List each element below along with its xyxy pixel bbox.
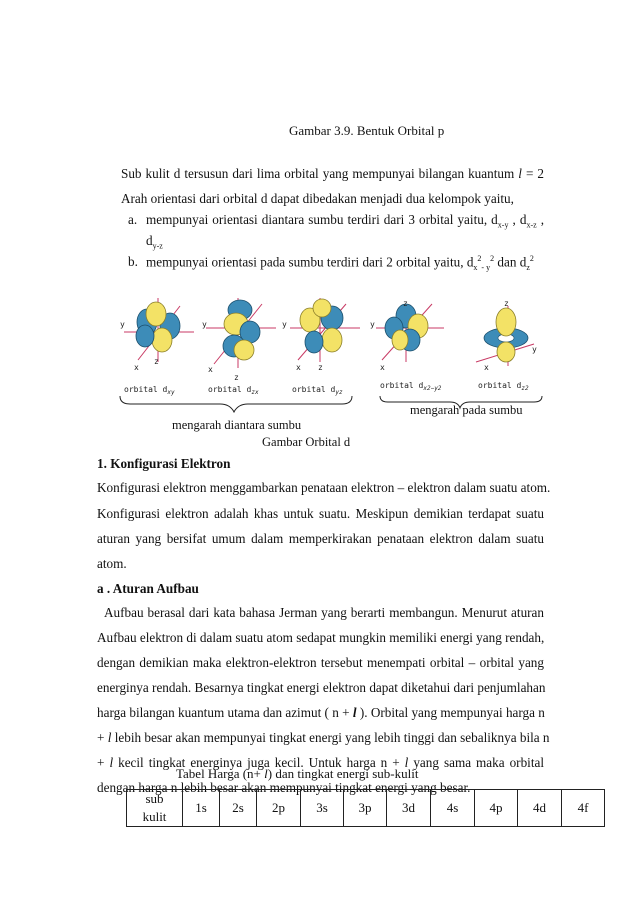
axis-label-y-1: y bbox=[120, 320, 125, 329]
orbital-label-dyz: orbital $d_{yz}$ bbox=[292, 385, 343, 396]
axis-label-y-2: y bbox=[202, 320, 207, 329]
aufbau-line-6: + l lebih besar akan mempunyai tingkat energi yang lebih tinggi dan sebaliknya bila n bbox=[97, 730, 550, 745]
axis-label-x-2: x bbox=[208, 365, 213, 374]
list-item-b-text: mempunyai orientasi pada sumbu terdiri dari 2 orbital yaitu, d bbox=[146, 254, 474, 270]
aufbau-line-4: energinya rendah. Besarnya tingkat energi elektron dapat diketahui dari penjumlahan bbox=[97, 680, 546, 695]
dx2-sub: x bbox=[473, 263, 478, 273]
axis-label-z-4: z bbox=[403, 299, 408, 308]
section1-line-3: aturan yang bersifat umum dalam memperkirakan penataan elektron dalam suatu bbox=[97, 531, 544, 546]
aufbau-line-3: dengan demikian maka elektron-elektron tersebut menempati orbital – orbital yang bbox=[97, 655, 544, 670]
orbital-dxy-diagram bbox=[120, 298, 194, 372]
orbital-label-dz2: orbital $d_{z2}$ bbox=[478, 381, 529, 392]
table-header-cell: sub kulit bbox=[127, 790, 183, 827]
axis-label-z-1: z bbox=[154, 357, 159, 366]
table-cell-2p: 2p bbox=[257, 790, 301, 827]
table-cell-3d: 3d bbox=[387, 790, 431, 827]
table-cell-4s: 4s bbox=[431, 790, 475, 827]
list-item-b bbox=[146, 254, 534, 272]
section-heading-konfigurasi: 1. Konfigurasi Elektron bbox=[97, 456, 231, 471]
axis-label-y-4: y bbox=[370, 320, 375, 329]
dy2-sup: 2 bbox=[490, 254, 495, 263]
section-heading-aufbau: a . Aturan Aufbau bbox=[97, 581, 199, 596]
axis-label-z-5: z bbox=[504, 299, 509, 308]
axis-label-y-5: y bbox=[532, 345, 537, 354]
dy2-sub: - y bbox=[481, 263, 491, 273]
list-marker-a: a. bbox=[128, 212, 138, 227]
table-cell-4p: 4p bbox=[475, 790, 518, 827]
dz2-sup: 2 bbox=[529, 254, 534, 263]
list-item-a-d: d bbox=[146, 233, 153, 248]
dxy-sub: x-y bbox=[497, 220, 509, 230]
axis-label-z-2: z bbox=[234, 373, 239, 382]
list-item-a-sep1: , d bbox=[508, 212, 527, 227]
table-cell-3p: 3p bbox=[344, 790, 387, 827]
aufbau-line-5: harga bilangan kuantum utama dan azimut ( n + l ). Orbital yang mempunyai harga n bbox=[97, 705, 545, 720]
dx2-sup: 2 bbox=[477, 254, 482, 263]
brace-between-axes bbox=[120, 396, 352, 412]
axis-label-x-4: x bbox=[380, 363, 385, 372]
axis-label-x-3: x bbox=[296, 363, 301, 372]
orbital-label-dx2y2: orbital $d_{x2-y2}$ bbox=[380, 381, 442, 392]
aufbau-line-8: dengan harga n lebih besar akan mempunyai tingkat energi yang besar. bbox=[97, 780, 471, 795]
dxz-sub: x-z bbox=[526, 220, 537, 230]
section1-line-1: Konfigurasi elektron menggambarkan penataan elektron – elektron dalam suatu atom. bbox=[97, 480, 551, 495]
section1-line-4: atom. bbox=[97, 556, 127, 571]
list-item-a-cont bbox=[146, 233, 163, 251]
group-label-between-axes: mengarah diantara sumbu bbox=[172, 418, 302, 432]
subshell-table bbox=[126, 789, 605, 827]
aufbau-line-7: + l kecil tingkat energinya juga kecil. Untuk harga n + l yang sama maka orbital bbox=[97, 755, 545, 770]
group-label-on-axes: mengarah pada sumbu bbox=[410, 403, 523, 417]
section1-line-2: Konfigurasi elektron adalah khas untuk suatu. Meskipun demikian terdapat suatu bbox=[97, 506, 544, 521]
table-caption: Tabel Harga (n+ l) dan tingkat energi sub-kulit bbox=[176, 766, 419, 781]
aufbau-line-2: Aufbau elektron di dalam suatu atom sedapat mungkin memiliki energi yang rendah, bbox=[97, 630, 545, 645]
list-item-a bbox=[146, 212, 544, 230]
orbital-label-dxy: orbital $d_{xy}$ bbox=[124, 385, 175, 396]
intro-line-1-suffix: = 2 bbox=[521, 166, 545, 181]
orbital-dyz-diagram bbox=[282, 298, 360, 372]
table-cell-3s: 3s bbox=[301, 790, 344, 827]
aufbau-line-1: Aufbau berasal dari kata bahasa Jerman yang berarti membangun. Menurut aturan bbox=[104, 605, 544, 620]
list-marker-b: b. bbox=[128, 254, 138, 269]
dz2-sub: z bbox=[526, 263, 530, 273]
intro-l-symbol: l bbox=[518, 166, 522, 181]
orbital-dzx-diagram bbox=[202, 298, 276, 382]
table-row bbox=[127, 790, 605, 827]
list-item-b-mid: dan d bbox=[494, 254, 527, 270]
orbital-dx2y2-diagram bbox=[370, 299, 444, 372]
figure-top-caption: Gambar 3.9. Bentuk Orbital p bbox=[289, 123, 445, 138]
table-cell-1s: 1s bbox=[183, 790, 220, 827]
axis-label-x-1: x bbox=[134, 363, 139, 372]
axis-label-y-3: y bbox=[282, 320, 287, 329]
dyz-sub: y-z bbox=[152, 241, 163, 251]
intro-line-2: Arah orientasi dari orbital d dapat dibedakan menjadi dua kelompok yaitu, bbox=[121, 191, 514, 206]
axis-label-z-3: z bbox=[318, 363, 323, 372]
axis-label-x-5: x bbox=[484, 363, 489, 372]
orbital-label-dzx: orbital $d_{zx}$ bbox=[208, 385, 259, 396]
table-cell-4f: 4f bbox=[562, 790, 605, 827]
table-cell-2s: 2s bbox=[220, 790, 257, 827]
intro-line-1-text: Sub kulit d tersusun dari lima orbital yang mempunyai bilangan kuantum bbox=[121, 166, 519, 181]
list-item-a-text: mempunyai orientasi diantara sumbu terdiri dari 3 orbital yaitu, d bbox=[146, 212, 498, 227]
figure-caption: Gambar Orbital d bbox=[262, 435, 351, 449]
table-cell-4d: 4d bbox=[518, 790, 562, 827]
intro-line-1 bbox=[121, 166, 544, 182]
orbital-dz2-diagram bbox=[476, 299, 537, 372]
list-item-a-sep2: , bbox=[536, 212, 545, 227]
